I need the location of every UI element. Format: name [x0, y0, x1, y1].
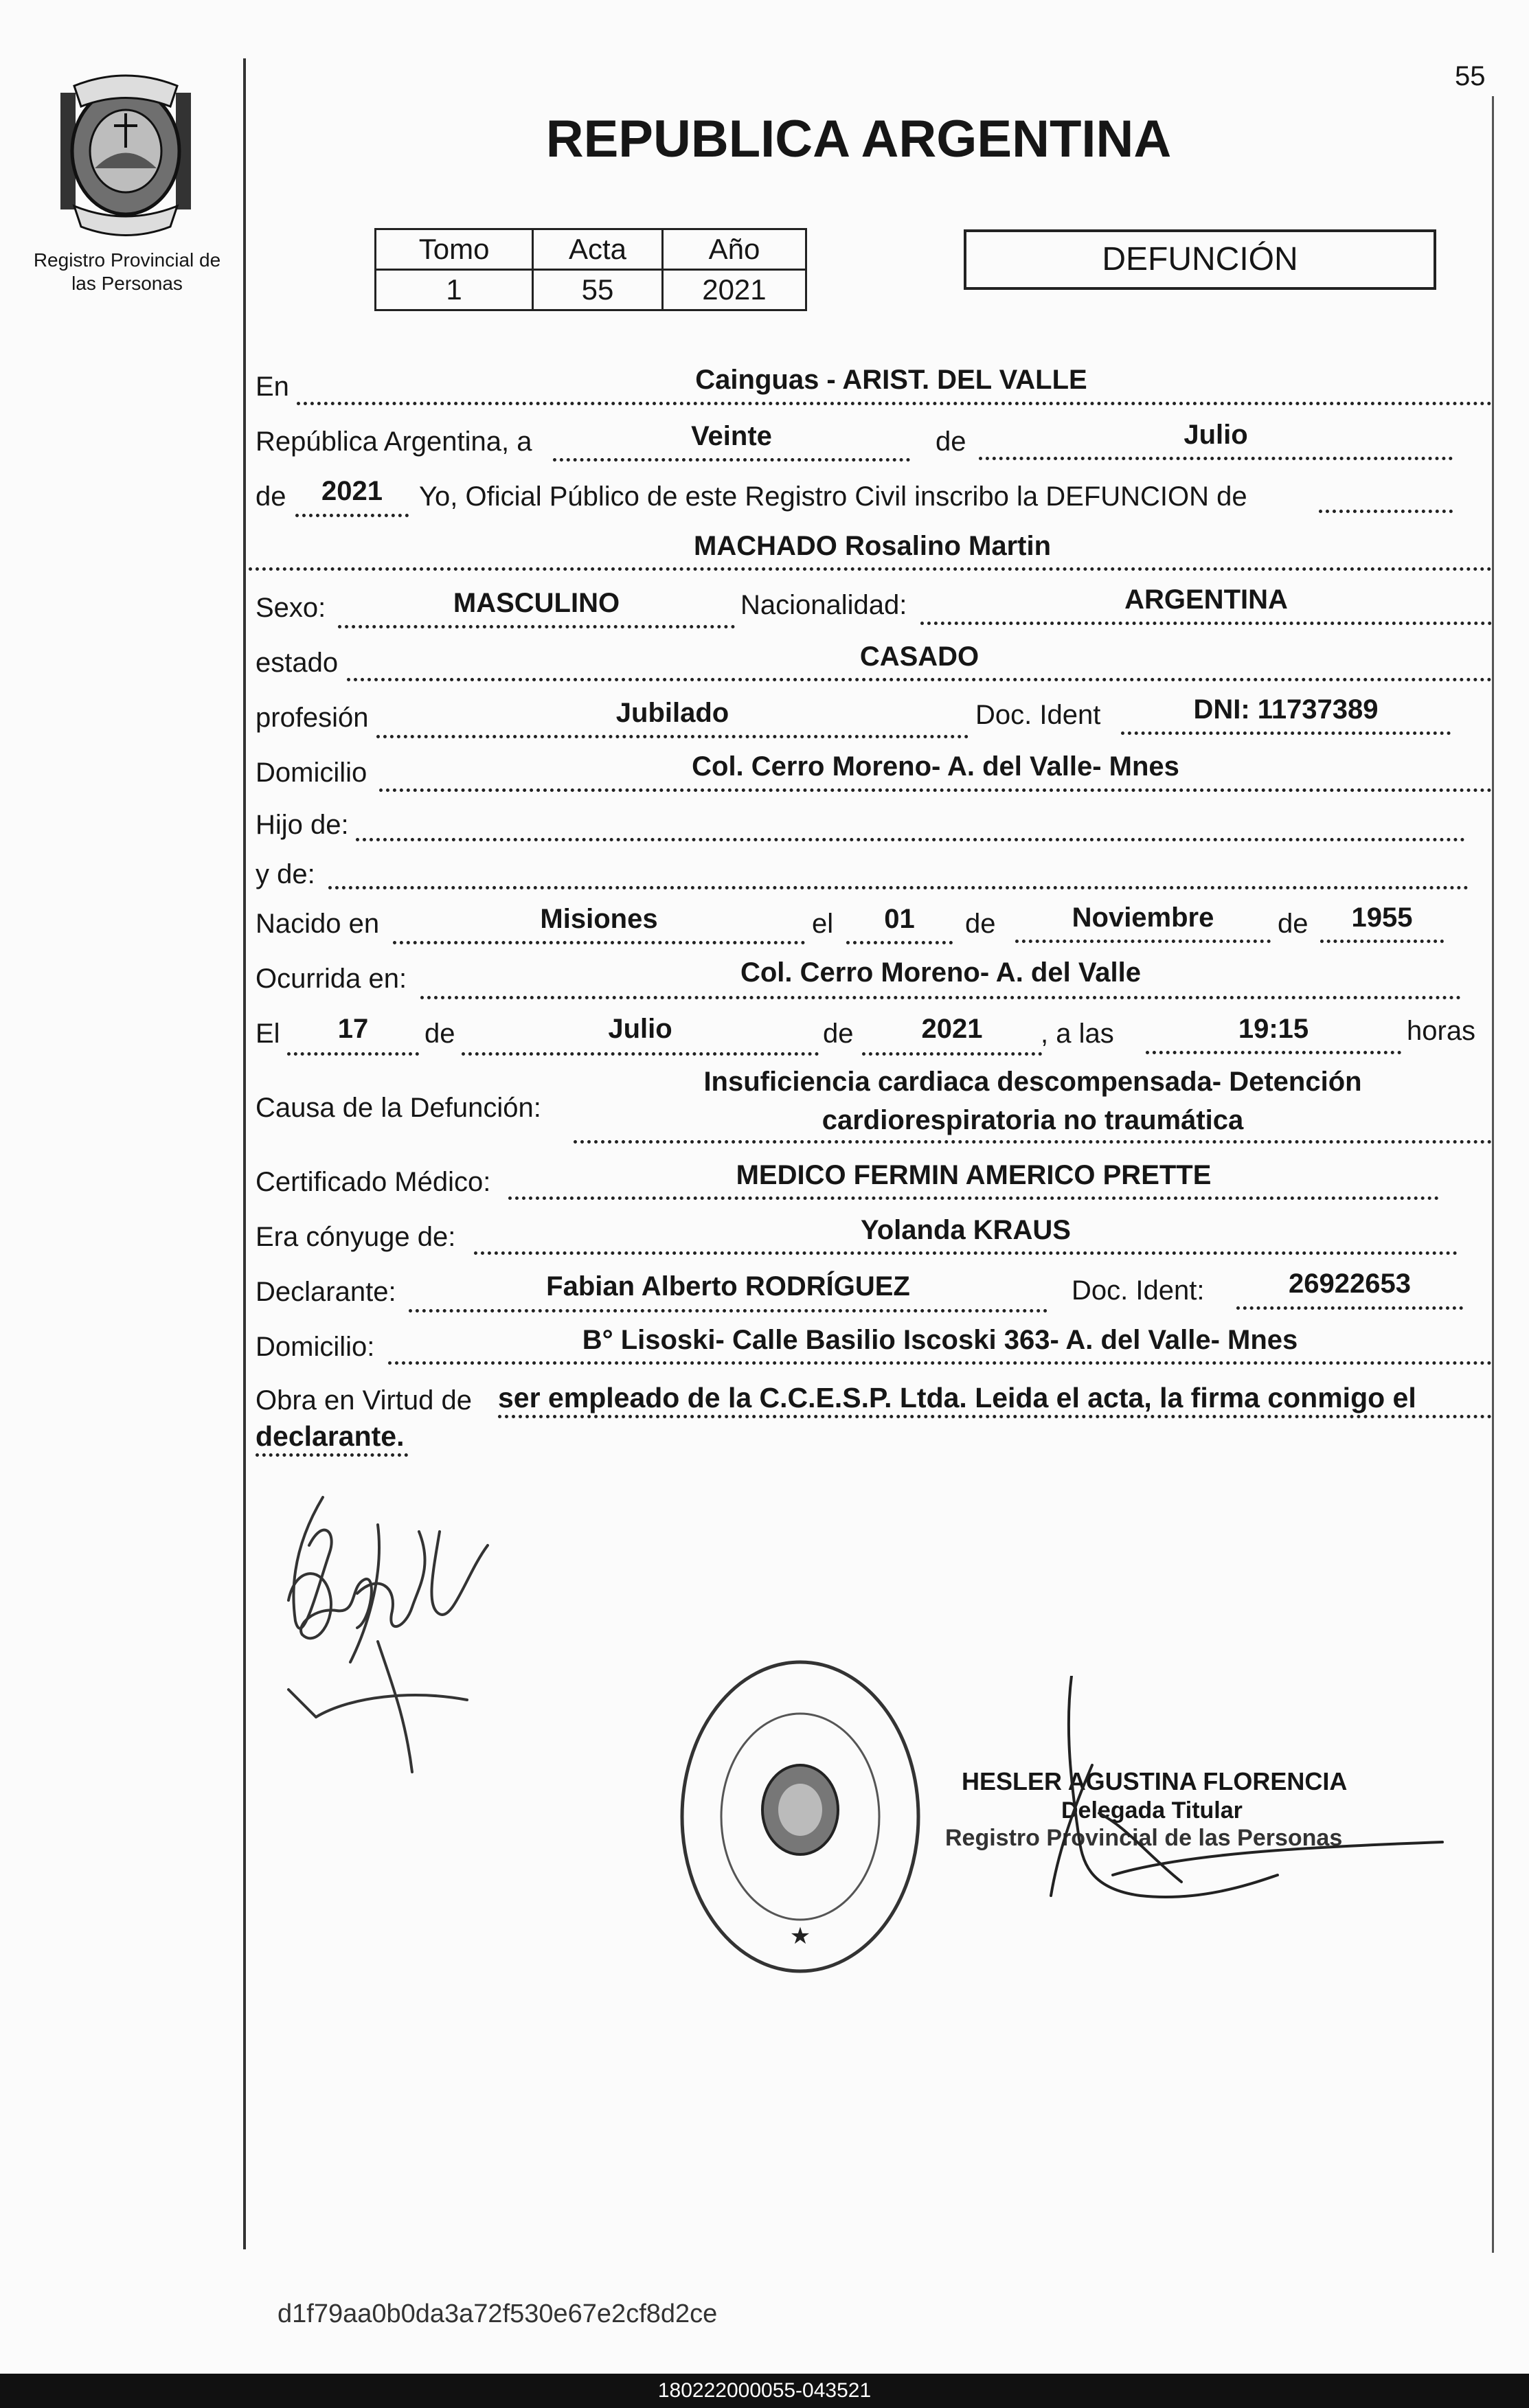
certificado-label: Certificado Médico: — [256, 1167, 491, 1197]
country-title: REPUBLICA ARGENTINA — [545, 110, 1172, 168]
doc-ident-line — [1121, 731, 1451, 735]
domicilio2-label: Domicilio: — [256, 1332, 375, 1362]
birth-year-value: 1955 — [1351, 902, 1413, 933]
page-number: 55 — [1455, 61, 1486, 91]
obra-line1-value: ser empleado de la C.C.E.S.P. Ltda. Leida el acta, la firma conmigo el — [498, 1382, 1416, 1413]
estado-line — [347, 678, 1492, 681]
day-words-line — [553, 458, 910, 462]
causa-line — [574, 1140, 1492, 1144]
month-value: Julio — [1183, 420, 1248, 450]
el-label: el — [812, 909, 834, 939]
profesion-label: profesión — [256, 703, 369, 733]
doc-ident-value: DNI: 11737389 — [1193, 694, 1379, 725]
en-label: En — [256, 372, 289, 402]
death-day-line — [287, 1052, 419, 1056]
province-emblem — [54, 72, 198, 237]
place-value: Cainguas - ARIST. DEL VALLE — [695, 365, 1087, 395]
causa-label: Causa de la Defunción: — [256, 1093, 541, 1123]
de-label-5: de — [424, 1019, 455, 1049]
official-name: HESLER AGUSTINA FLORENCIA — [962, 1767, 1348, 1795]
declarante-line — [409, 1309, 1047, 1313]
declarante-domicilio-line — [388, 1361, 1492, 1365]
nacionalidad-line — [920, 622, 1492, 625]
acta-value: 55 — [533, 270, 663, 310]
official-seal — [677, 1655, 924, 1978]
month-line — [979, 457, 1453, 460]
domicilio-value: Col. Cerro Moreno- A. del Valle- Mnes — [692, 751, 1179, 782]
death-day-value: 17 — [337, 1014, 369, 1044]
domicilio-line — [379, 788, 1492, 792]
anio-header: Año — [662, 229, 806, 270]
de-label-1: de — [936, 427, 966, 457]
birth-day-line — [846, 941, 953, 944]
declarante-doc-line — [1236, 1306, 1463, 1310]
nacionalidad-label: Nacionalidad: — [740, 590, 907, 620]
nacido-en-value: Misiones — [540, 904, 658, 934]
volume-table — [374, 228, 807, 311]
causa-line1-value: Insuficiencia cardiaca descompensada- Detención — [703, 1067, 1362, 1097]
record-type-box: DEFUNCIÓN — [964, 229, 1436, 290]
estado-value: CASADO — [859, 641, 979, 672]
estado-label: estado — [256, 648, 339, 678]
obra-line2-value: declarante. — [256, 1420, 405, 1452]
anio-value: 2021 — [662, 270, 806, 310]
deceased-name-line — [249, 567, 1492, 571]
y-de-line — [328, 886, 1469, 889]
de-label-6: de — [823, 1019, 854, 1049]
doc-ident-label: Doc. Ident — [975, 700, 1101, 730]
nacionalidad-value: ARGENTINA — [1124, 584, 1288, 615]
ocurrida-en-line — [420, 996, 1461, 999]
tomo-value: 1 — [376, 270, 533, 310]
sexo-label: Sexo: — [256, 593, 326, 623]
sexo-line — [338, 625, 735, 628]
place-line — [297, 402, 1492, 405]
hijo-de-label: Hijo de: — [256, 810, 349, 840]
de-label-3: de — [965, 909, 996, 939]
declarante-domicilio-value: B° Lisoski- Calle Basilio Iscoski 363- A. del Valle- Mnes — [582, 1325, 1298, 1355]
hijo-de-line — [356, 838, 1465, 841]
day-words-value: Veinte — [691, 421, 772, 451]
profesion-line — [376, 735, 969, 738]
profesion-value: Jubilado — [615, 698, 729, 728]
de-label-2: de — [256, 481, 286, 512]
barcode-number: 180222000055-043521 — [657, 2379, 872, 2402]
a-las-label: , a las — [1041, 1019, 1114, 1049]
obra-line1 — [498, 1415, 1492, 1418]
conyuge-line — [474, 1251, 1458, 1255]
causa-line2-value: cardiorespiratoria no traumática — [822, 1105, 1244, 1135]
tomo-header: Tomo — [376, 229, 533, 270]
right-margin-rule — [1492, 96, 1494, 2253]
y-de-label: y de: — [256, 859, 315, 889]
year-line — [295, 514, 409, 517]
intro-tail-line — [1319, 510, 1453, 513]
official-title: Delegada Titular — [1061, 1797, 1243, 1824]
el-cap-label: El — [256, 1019, 280, 1049]
official-office: Registro Provincial de las Personas — [945, 1825, 1343, 1851]
ocurrida-en-label: Ocurrida en: — [256, 964, 407, 994]
birth-month-value: Noviembre — [1072, 902, 1214, 933]
obra-label: Obra en Virtud de — [256, 1385, 473, 1416]
certificado-value: MEDICO FERMIN AMERICO PRETTE — [736, 1160, 1212, 1190]
acta-header: Acta — [533, 229, 663, 270]
document-hash: d1f79aa0b0da3a72f530e67e2cf8d2ce — [278, 2299, 718, 2328]
deceased-name-value: MACHADO Rosalino Martin — [694, 531, 1051, 561]
republica-label: República Argentina, a — [256, 427, 532, 457]
death-month-line — [462, 1052, 819, 1056]
death-time-line — [1146, 1051, 1401, 1054]
certificado-line — [508, 1196, 1439, 1200]
official-signature — [1030, 1676, 1456, 1909]
birth-day-value: 01 — [884, 904, 915, 934]
nacido-en-line — [393, 941, 805, 944]
conyuge-value: Yolanda KRAUS — [861, 1215, 1071, 1245]
death-month-value: Julio — [608, 1014, 672, 1044]
declarante-doc-value: 26922653 — [1289, 1269, 1411, 1299]
intro-text: Yo, Oficial Público de este Registro Civil inscribo la DEFUNCION de — [419, 481, 1247, 512]
svg-text:★: ★ — [789, 1922, 811, 1950]
conyuge-label: Era cónyuge de: — [256, 1222, 456, 1252]
ocurrida-en-value: Col. Cerro Moreno- A. del Valle — [740, 957, 1142, 988]
sexo-value: MASCULINO — [453, 588, 620, 618]
left-margin-rule — [243, 58, 246, 2249]
death-year-value: 2021 — [921, 1014, 983, 1044]
birth-month-line — [1015, 940, 1271, 943]
declarante-value: Fabian Alberto RODRÍGUEZ — [546, 1271, 910, 1302]
declarante-label: Declarante: — [256, 1277, 396, 1307]
death-year-line — [862, 1052, 1042, 1056]
death-time-value: 19:15 — [1238, 1014, 1309, 1044]
obra-line2 — [256, 1453, 408, 1457]
nacido-en-label: Nacido en — [256, 909, 380, 939]
horas-label: horas — [1407, 1016, 1476, 1046]
domicilio-label: Domicilio — [256, 758, 367, 788]
doc-ident2-label: Doc. Ident: — [1072, 1275, 1205, 1306]
declarant-signature — [275, 1490, 501, 1779]
year-value: 2021 — [321, 476, 383, 506]
birth-year-line — [1320, 940, 1444, 943]
de-label-4: de — [1278, 909, 1309, 939]
footer-bar — [0, 2374, 1529, 2408]
registry-name: Registro Provincial de las Personas — [33, 249, 221, 294]
